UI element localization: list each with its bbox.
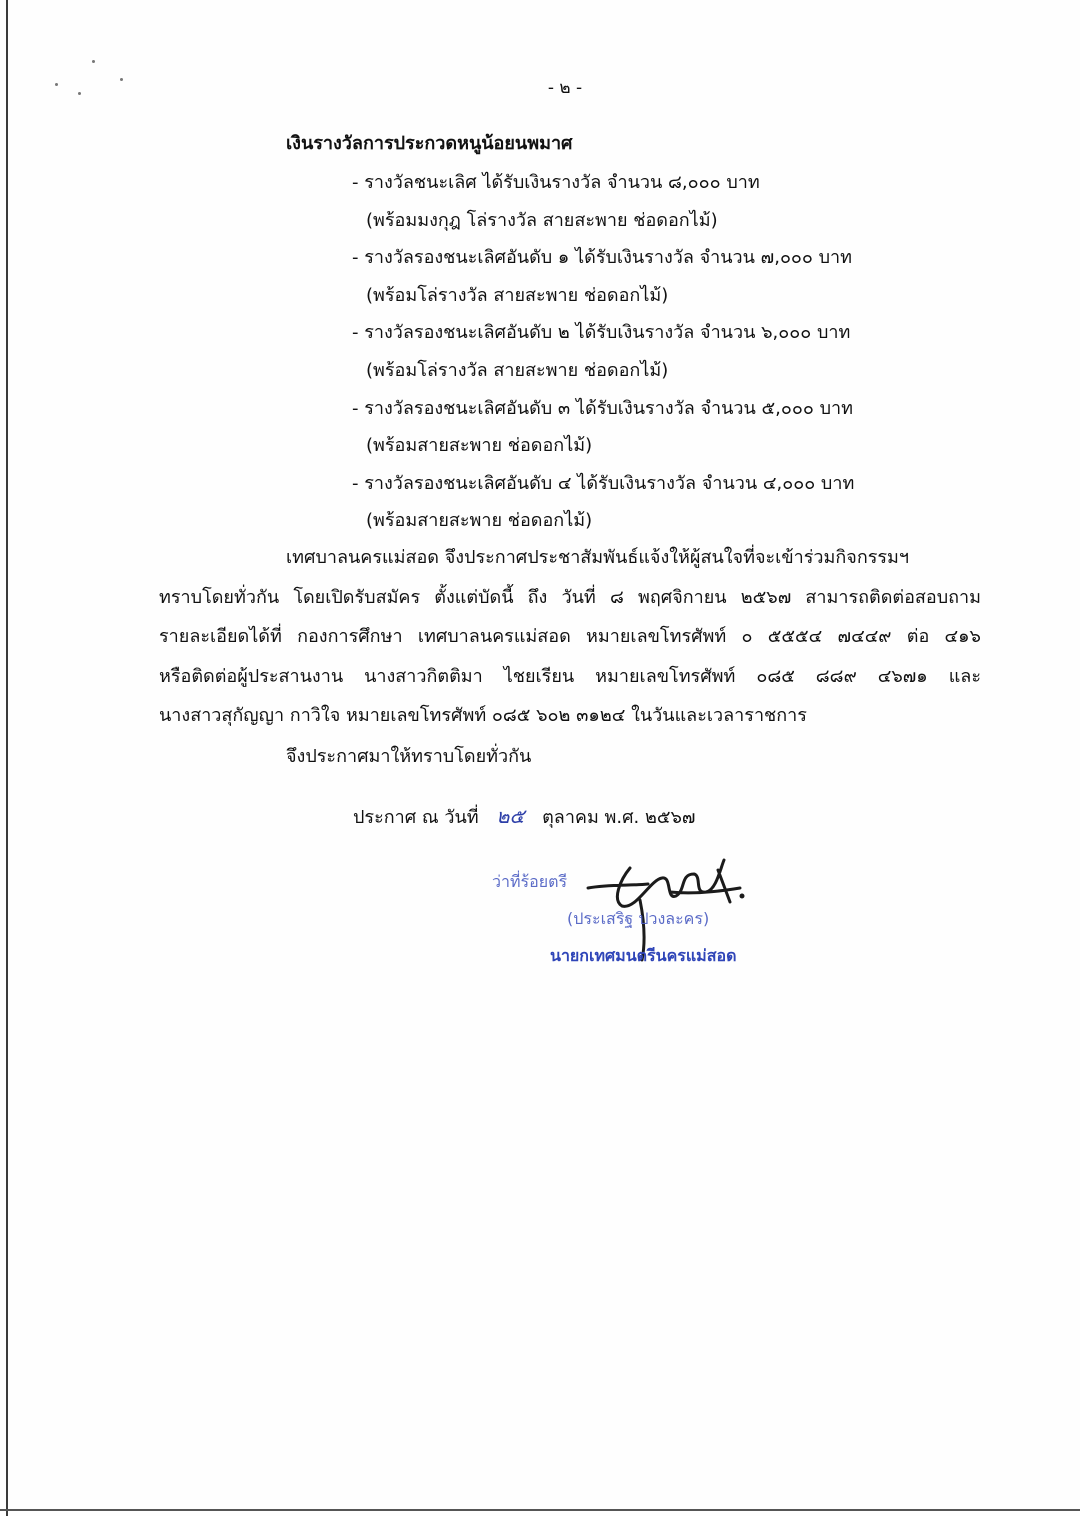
prize-item (352, 239, 992, 314)
prize-line: - รางวัลชนะเลิศ ได้รับเงินรางวัล จำนวน ๘,๐๐๐ บาท (352, 172, 760, 193)
prize-includes: (พร้อมสายสะพาย ช่อดอกไม้) (366, 510, 593, 532)
signer-name: (ประเสริฐ ปวงละคร) (567, 909, 710, 928)
date-suffix: ตุลาคม พ.ศ. ๒๕๖๗ (542, 807, 696, 828)
paragraph-line: รายละเอียดได้ที่ กองการศึกษา เทศบาลนครแม่สอด หมายเลขโทรศัพท์ ๐ ๕๕๕๔ ๗๔๔๙ ต่อ ๔๑๖ (159, 626, 981, 648)
prize-includes: (พร้อมมงกุฎ โล่รางวัล สายสะพาย ช่อดอกไม้) (366, 209, 718, 231)
scan-speck (92, 60, 95, 63)
section-heading: เงินรางวัลการประกวดหนูน้อยนพมาศ (286, 133, 573, 154)
prize-line: - รางวัลรองชนะเลิศอันดับ ๑ ได้รับเงินรางวัล จำนวน ๗,๐๐๐ บาท (352, 247, 853, 269)
prize-item (352, 164, 992, 239)
prize-includes: (พร้อมโล่รางวัล สายสะพาย ช่อดอกไม้) (366, 359, 669, 381)
signer-rank: ว่าที่ร้อยตรี (492, 872, 568, 891)
prize-item (352, 314, 992, 389)
prize-item (352, 390, 992, 465)
announcement-paragraph (159, 538, 981, 736)
signer-title: นายกเทศมนตรีนครแม่สอด (550, 946, 737, 965)
page-number: - ๒ - (547, 78, 583, 98)
prize-list (352, 164, 992, 540)
prize-line: - รางวัลรองชนะเลิศอันดับ ๒ ได้รับเงินรางวัล จำนวน ๖,๐๐๐ บาท (352, 322, 851, 344)
prize-line: - รางวัลรองชนะเลิศอันดับ ๓ ได้รับเงินรางวัล จำนวน ๕,๐๐๐ บาท (352, 397, 853, 419)
paragraph-line: เทศบาลนครแม่สอด จึงประกาศประชาสัมพันธ์แจ้งให้ผู้สนใจที่จะเข้าร่วมกิจกรรมฯ (286, 547, 910, 568)
prize-includes: (พร้อมสายสะพาย ช่อดอกไม้) (366, 435, 593, 457)
paragraph-line: นางสาวสุกัญญา กาวิใจ หมายเลขโทรศัพท์ ๐๘๕ ๖๐๒ ๓๑๒๔ ในวันและเวลาราชการ (159, 705, 807, 727)
announcement-date (353, 800, 695, 832)
scan-edge-left (6, 0, 8, 1516)
scan-edge-bottom (0, 1509, 1080, 1511)
date-prefix: ประกาศ ณ วันที่ (353, 807, 479, 828)
handwritten-day: ๒๕ (496, 804, 525, 828)
prize-line: - รางวัลรองชนะเลิศอันดับ ๔ ได้รับเงินรางวัล จำนวน ๔,๐๐๐ บาท (352, 472, 855, 494)
prize-item (352, 465, 992, 540)
prize-includes: (พร้อมโล่รางวัล สายสะพาย ช่อดอกไม้) (366, 284, 669, 306)
closing-statement: จึงประกาศมาให้ทราบโดยทั่วกัน (286, 746, 532, 767)
paragraph-line: ทราบโดยทั่วกัน โดยเปิดรับสมัคร ตั้งแต่บัดนี้ ถึง วันที่ ๘ พฤศจิกายน ๒๕๖๗ สามารถติดต่อสอบถาม (159, 586, 981, 608)
signature-block (480, 850, 800, 980)
paragraph-line: หรือติดต่อผู้ประสานงาน นางสาวกิตติมา ไชยเรียน หมายเลขโทรศัพท์ ๐๘๕ ๘๘๙ ๔๖๗๑ และ (159, 665, 981, 687)
